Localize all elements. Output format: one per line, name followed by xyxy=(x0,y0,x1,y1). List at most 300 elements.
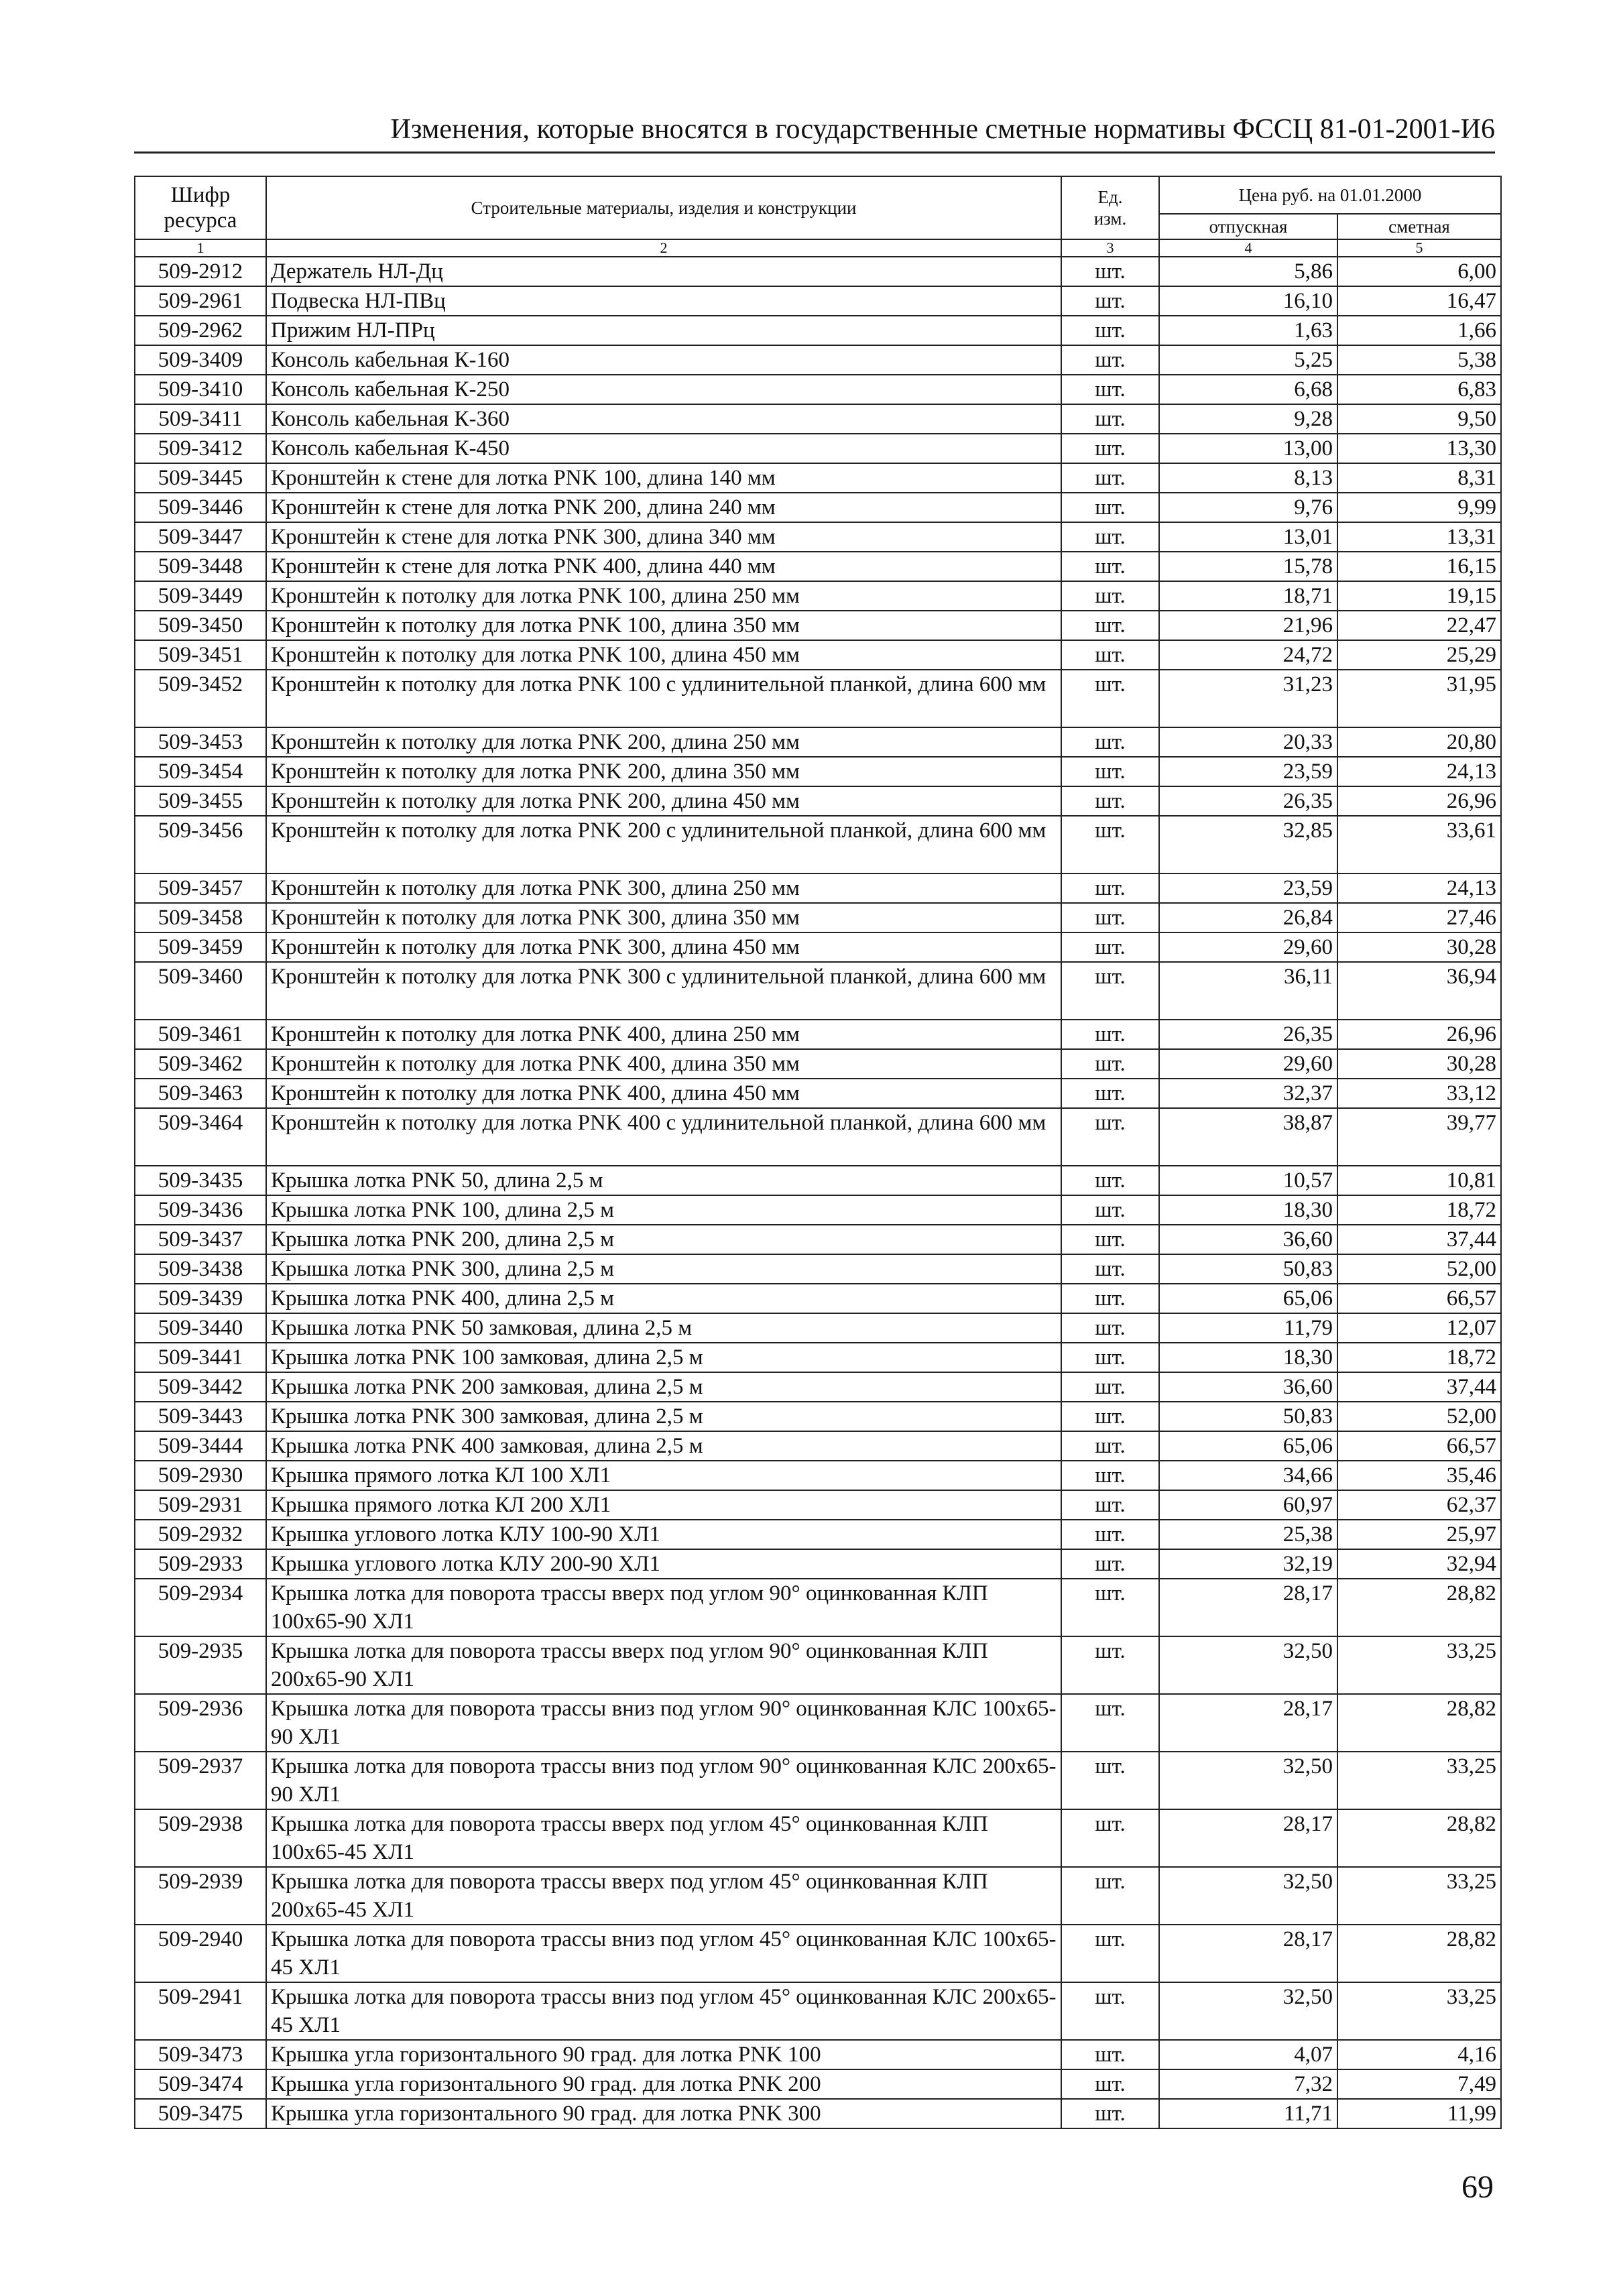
resource-code-cell: 509-3443 xyxy=(135,1402,266,1431)
resource-code-cell: 509-3435 xyxy=(135,1166,266,1195)
material-name-cell: Крышка лотка PNK 200, длина 2,5 м xyxy=(266,1225,1061,1254)
material-name-cell: Крышка лотка PNK 400 замковая, длина 2,5 м xyxy=(266,1431,1061,1461)
unit-cell: шт. xyxy=(1061,1752,1159,1809)
release-price-cell: 1,63 xyxy=(1159,316,1337,345)
material-name-cell: Крышка прямого лотка КЛ 200 ХЛ1 xyxy=(266,1490,1061,1520)
estimate-price-cell: 6,00 xyxy=(1337,257,1501,286)
release-price-cell: 21,96 xyxy=(1159,611,1337,640)
header-col-number: 1 xyxy=(135,239,266,257)
table-row xyxy=(135,640,1501,670)
resource-code-cell: 509-2931 xyxy=(135,1490,266,1520)
header-col-number: 2 xyxy=(266,239,1061,257)
material-name-cell: Крышка прямого лотка КЛ 100 ХЛ1 xyxy=(266,1461,1061,1490)
material-name-cell: Крышка угла горизонтального 90 град. для лотка PNK 100 xyxy=(266,2040,1061,2069)
table-row xyxy=(135,2040,1501,2069)
estimate-price-cell: 19,15 xyxy=(1337,581,1501,611)
resource-code-cell: 509-2962 xyxy=(135,316,266,345)
release-price-cell: 18,71 xyxy=(1159,581,1337,611)
material-name-cell: Крышка лотка для поворота трассы вниз под углом 45° оцинкованная КЛС 200х65-45 ХЛ1 xyxy=(266,1982,1061,2040)
table-row xyxy=(135,1313,1501,1343)
release-price-cell: 32,50 xyxy=(1159,1752,1337,1809)
table-header xyxy=(135,176,1501,257)
table-row xyxy=(135,2069,1501,2099)
table-row xyxy=(135,727,1501,757)
release-price-cell: 18,30 xyxy=(1159,1343,1337,1372)
table-row xyxy=(135,404,1501,434)
resource-code-cell: 509-2939 xyxy=(135,1867,266,1925)
estimate-price-cell: 25,29 xyxy=(1337,640,1501,670)
table-row xyxy=(135,962,1501,1020)
release-price-cell: 28,17 xyxy=(1159,1579,1337,1636)
unit-cell: шт. xyxy=(1061,727,1159,757)
release-price-cell: 26,35 xyxy=(1159,786,1337,816)
estimate-price-cell: 8,31 xyxy=(1337,463,1501,493)
release-price-cell: 32,19 xyxy=(1159,1549,1337,1579)
table-row xyxy=(135,463,1501,493)
resource-code-cell: 509-3462 xyxy=(135,1049,266,1079)
release-price-cell: 50,83 xyxy=(1159,1402,1337,1431)
estimate-price-cell: 27,46 xyxy=(1337,903,1501,932)
material-name-cell: Кронштейн к потолку для лотка PNK 200, длина 350 мм xyxy=(266,757,1061,786)
page-number: 69 xyxy=(1461,2169,1494,2205)
estimate-price-cell: 18,72 xyxy=(1337,1195,1501,1225)
table-row xyxy=(135,1166,1501,1195)
material-name-cell: Подвеска НЛ-ПВц xyxy=(266,286,1061,316)
unit-cell: шт. xyxy=(1061,257,1159,286)
resource-code-cell: 509-3437 xyxy=(135,1225,266,1254)
material-name-cell: Прижим НЛ-ПРц xyxy=(266,316,1061,345)
estimate-price-cell: 26,96 xyxy=(1337,1020,1501,1049)
unit-cell: шт. xyxy=(1061,1520,1159,1549)
release-price-cell: 6,68 xyxy=(1159,375,1337,404)
release-price-cell: 36,60 xyxy=(1159,1372,1337,1402)
resource-code-cell: 509-3458 xyxy=(135,903,266,932)
material-name-cell: Крышка лотка для поворота трассы вверх под углом 90° оцинкованная КЛП 100х65-90 ХЛ1 xyxy=(266,1579,1061,1636)
release-price-cell: 31,23 xyxy=(1159,670,1337,727)
material-name-cell: Кронштейн к потолку для лотка PNK 200 с удлинительной планкой, длина 600 мм xyxy=(266,816,1061,873)
estimate-price-cell: 24,13 xyxy=(1337,873,1501,903)
release-price-cell: 32,85 xyxy=(1159,816,1337,873)
release-price-cell: 7,32 xyxy=(1159,2069,1337,2099)
release-price-cell: 60,97 xyxy=(1159,1490,1337,1520)
unit-cell: шт. xyxy=(1061,1982,1159,2040)
material-name-cell: Крышка угла горизонтального 90 град. для лотка PNK 300 xyxy=(266,2099,1061,2128)
estimate-price-cell: 18,72 xyxy=(1337,1343,1501,1372)
material-name-cell: Держатель НЛ-Дц xyxy=(266,257,1061,286)
release-price-cell: 32,50 xyxy=(1159,1982,1337,2040)
estimate-price-cell: 22,47 xyxy=(1337,611,1501,640)
table-row xyxy=(135,1195,1501,1225)
resource-code-cell: 509-3454 xyxy=(135,757,266,786)
table-row xyxy=(135,1579,1501,1636)
unit-cell: шт. xyxy=(1061,1049,1159,1079)
unit-cell: шт. xyxy=(1061,1313,1159,1343)
release-price-cell: 29,60 xyxy=(1159,1049,1337,1079)
unit-cell: шт. xyxy=(1061,1579,1159,1636)
table-row xyxy=(135,1284,1501,1313)
resource-code-cell: 509-3436 xyxy=(135,1195,266,1225)
table-row xyxy=(135,1809,1501,1867)
unit-cell: шт. xyxy=(1061,1372,1159,1402)
release-price-cell: 32,50 xyxy=(1159,1636,1337,1694)
material-name-cell: Кронштейн к потолку для лотка PNK 300 с удлинительной планкой, длина 600 мм xyxy=(266,962,1061,1020)
material-name-cell: Крышка лотка для поворота трассы вверх под углом 45° оцинкованная КЛП 200х65-45 ХЛ1 xyxy=(266,1867,1061,1925)
table-row xyxy=(135,1049,1501,1079)
release-price-cell: 10,57 xyxy=(1159,1166,1337,1195)
table-row xyxy=(135,1020,1501,1049)
resource-code-cell: 509-3442 xyxy=(135,1372,266,1402)
estimate-price-cell: 32,94 xyxy=(1337,1549,1501,1579)
table-row xyxy=(135,493,1501,522)
release-price-cell: 32,37 xyxy=(1159,1079,1337,1108)
material-name-cell: Кронштейн к потолку для лотка PNK 100, длина 450 мм xyxy=(266,640,1061,670)
resource-code-cell: 509-3455 xyxy=(135,786,266,816)
material-name-cell: Крышка лотка для поворота трассы вверх под углом 90° оцинкованная КЛП 200х65-90 ХЛ1 xyxy=(266,1636,1061,1694)
table-row xyxy=(135,816,1501,873)
resource-code-cell: 509-3475 xyxy=(135,2099,266,2128)
material-name-cell: Кронштейн к потолку для лотка PNK 400, длина 450 мм xyxy=(266,1079,1061,1108)
resource-code-cell: 509-3450 xyxy=(135,611,266,640)
release-price-cell: 4,07 xyxy=(1159,2040,1337,2069)
release-price-cell: 5,86 xyxy=(1159,257,1337,286)
estimate-price-cell: 33,61 xyxy=(1337,816,1501,873)
release-price-cell: 25,38 xyxy=(1159,1520,1337,1549)
resource-code-cell: 509-3446 xyxy=(135,493,266,522)
unit-cell: шт. xyxy=(1061,611,1159,640)
resource-code-cell: 509-3447 xyxy=(135,522,266,552)
unit-cell: шт. xyxy=(1061,1431,1159,1461)
release-price-cell: 11,79 xyxy=(1159,1313,1337,1343)
unit-cell: шт. xyxy=(1061,1636,1159,1694)
material-name-cell: Консоль кабельная К-450 xyxy=(266,434,1061,463)
material-name-cell: Крышка лотка PNK 400, длина 2,5 м xyxy=(266,1284,1061,1313)
material-name-cell: Консоль кабельная К-160 xyxy=(266,345,1061,375)
material-name-cell: Крышка лотка PNK 50 замковая, длина 2,5 м xyxy=(266,1313,1061,1343)
material-name-cell: Консоль кабельная К-250 xyxy=(266,375,1061,404)
unit-cell: шт. xyxy=(1061,962,1159,1020)
material-name-cell: Крышка лотка PNK 100, длина 2,5 м xyxy=(266,1195,1061,1225)
table-row xyxy=(135,434,1501,463)
estimate-price-cell: 33,12 xyxy=(1337,1079,1501,1108)
unit-cell: шт. xyxy=(1061,903,1159,932)
material-name-cell: Крышка углового лотка КЛУ 100-90 ХЛ1 xyxy=(266,1520,1061,1549)
resource-code-cell: 509-2912 xyxy=(135,257,266,286)
table-row xyxy=(135,1108,1501,1166)
table-row xyxy=(135,1636,1501,1694)
unit-cell: шт. xyxy=(1061,1549,1159,1579)
resource-code-cell: 509-3445 xyxy=(135,463,266,493)
estimate-price-cell: 5,38 xyxy=(1337,345,1501,375)
table-row xyxy=(135,2099,1501,2128)
material-name-cell: Кронштейн к потолку для лотка PNK 200, длина 250 мм xyxy=(266,727,1061,757)
release-price-cell: 18,30 xyxy=(1159,1195,1337,1225)
material-name-cell: Кронштейн к стене для лотка PNK 300, длина 340 мм xyxy=(266,522,1061,552)
header-unit-line1: Ед. xyxy=(1097,187,1123,207)
release-price-cell: 9,28 xyxy=(1159,404,1337,434)
table-row xyxy=(135,670,1501,727)
header-price-group: Цена руб. на 01.01.2000 xyxy=(1159,176,1501,214)
estimate-price-cell: 10,81 xyxy=(1337,1166,1501,1195)
resource-code-cell: 509-3441 xyxy=(135,1343,266,1372)
resource-code-cell: 509-3452 xyxy=(135,670,266,727)
unit-cell: шт. xyxy=(1061,1925,1159,1982)
header-code-line1: Шифр xyxy=(170,183,231,207)
material-name-cell: Кронштейн к потолку для лотка PNK 300, длина 250 мм xyxy=(266,873,1061,903)
unit-cell: шт. xyxy=(1061,757,1159,786)
unit-cell: шт. xyxy=(1061,1079,1159,1108)
estimate-price-cell: 6,83 xyxy=(1337,375,1501,404)
resource-code-cell: 509-2936 xyxy=(135,1694,266,1752)
resource-code-cell: 509-3473 xyxy=(135,2040,266,2069)
table-row xyxy=(135,316,1501,345)
unit-cell: шт. xyxy=(1061,816,1159,873)
table-row xyxy=(135,581,1501,611)
estimate-price-cell: 13,30 xyxy=(1337,434,1501,463)
resource-code-cell: 509-2941 xyxy=(135,1982,266,2040)
material-name-cell: Кронштейн к потолку для лотка PNK 100 с удлинительной планкой, длина 600 мм xyxy=(266,670,1061,727)
unit-cell: шт. xyxy=(1061,1490,1159,1520)
table-row xyxy=(135,1867,1501,1925)
resource-code-cell: 509-3438 xyxy=(135,1254,266,1284)
release-price-cell: 28,17 xyxy=(1159,1694,1337,1752)
estimate-price-cell: 9,50 xyxy=(1337,404,1501,434)
page-header-title: Изменения, которые вносятся в государственные сметные нормативы ФССЦ 81-01-2001-И6 xyxy=(390,114,1495,145)
estimate-price-cell: 66,57 xyxy=(1337,1431,1501,1461)
material-name-cell: Кронштейн к потолку для лотка PNK 300, длина 350 мм xyxy=(266,903,1061,932)
header-estimate-price: сметная xyxy=(1337,214,1501,239)
material-name-cell: Кронштейн к потолку для лотка PNK 400, длина 250 мм xyxy=(266,1020,1061,1049)
estimate-price-cell: 39,77 xyxy=(1337,1108,1501,1166)
unit-cell: шт. xyxy=(1061,1809,1159,1867)
resource-code-cell: 509-3461 xyxy=(135,1020,266,1049)
release-price-cell: 26,35 xyxy=(1159,1020,1337,1049)
unit-cell: шт. xyxy=(1061,1225,1159,1254)
resource-code-cell: 509-3457 xyxy=(135,873,266,903)
table-row xyxy=(135,1752,1501,1809)
material-name-cell: Крышка лотка для поворота трассы вниз под углом 90° оцинкованная КЛС 200х65-90 ХЛ1 xyxy=(266,1752,1061,1809)
resource-code-cell: 509-3412 xyxy=(135,434,266,463)
material-name-cell: Консоль кабельная К-360 xyxy=(266,404,1061,434)
unit-cell: шт. xyxy=(1061,932,1159,962)
unit-cell: шт. xyxy=(1061,552,1159,581)
table-row xyxy=(135,757,1501,786)
table-row xyxy=(135,1520,1501,1549)
material-name-cell: Крышка лотка PNK 200 замковая, длина 2,5 м xyxy=(266,1372,1061,1402)
estimate-price-cell: 28,82 xyxy=(1337,1579,1501,1636)
header-unit xyxy=(1061,176,1159,239)
unit-cell: шт. xyxy=(1061,670,1159,727)
estimate-price-cell: 1,66 xyxy=(1337,316,1501,345)
release-price-cell: 11,71 xyxy=(1159,2099,1337,2128)
header-unit-line2: изм. xyxy=(1093,208,1127,229)
resource-code-cell: 509-2934 xyxy=(135,1579,266,1636)
table-row xyxy=(135,903,1501,932)
resource-code-cell: 509-2935 xyxy=(135,1636,266,1694)
header-code xyxy=(135,176,266,239)
release-price-cell: 28,17 xyxy=(1159,1925,1337,1982)
unit-cell: шт. xyxy=(1061,493,1159,522)
release-price-cell: 50,83 xyxy=(1159,1254,1337,1284)
release-price-cell: 24,72 xyxy=(1159,640,1337,670)
unit-cell: шт. xyxy=(1061,404,1159,434)
header-code-line2: ресурса xyxy=(164,208,237,233)
table-row xyxy=(135,286,1501,316)
unit-cell: шт. xyxy=(1061,375,1159,404)
estimate-price-cell: 33,25 xyxy=(1337,1867,1501,1925)
release-price-cell: 16,10 xyxy=(1159,286,1337,316)
estimate-price-cell: 37,44 xyxy=(1337,1372,1501,1402)
header-col-number: 4 xyxy=(1159,239,1337,257)
release-price-cell: 65,06 xyxy=(1159,1284,1337,1313)
resource-code-cell: 509-3459 xyxy=(135,932,266,962)
resource-code-cell: 509-3451 xyxy=(135,640,266,670)
material-name-cell: Кронштейн к потолку для лотка PNK 300, длина 450 мм xyxy=(266,932,1061,962)
estimate-price-cell: 24,13 xyxy=(1337,757,1501,786)
estimate-price-cell: 35,46 xyxy=(1337,1461,1501,1490)
estimate-price-cell: 16,47 xyxy=(1337,286,1501,316)
resource-code-cell: 509-3460 xyxy=(135,962,266,1020)
resource-code-cell: 509-2940 xyxy=(135,1925,266,1982)
unit-cell: шт. xyxy=(1061,1343,1159,1372)
table-row xyxy=(135,375,1501,404)
estimate-price-cell: 37,44 xyxy=(1337,1225,1501,1254)
release-price-cell: 36,11 xyxy=(1159,962,1337,1020)
release-price-cell: 23,59 xyxy=(1159,757,1337,786)
estimate-price-cell: 30,28 xyxy=(1337,932,1501,962)
table-row xyxy=(135,1982,1501,2040)
table-row xyxy=(135,1431,1501,1461)
estimate-price-cell: 20,80 xyxy=(1337,727,1501,757)
material-name-cell: Кронштейн к потолку для лотка PNK 400 с удлинительной планкой, длина 600 мм xyxy=(266,1108,1061,1166)
release-price-cell: 28,17 xyxy=(1159,1809,1337,1867)
estimate-price-cell: 13,31 xyxy=(1337,522,1501,552)
estimate-price-cell: 33,25 xyxy=(1337,1982,1501,2040)
resource-code-cell: 509-2937 xyxy=(135,1752,266,1809)
estimate-price-cell: 62,37 xyxy=(1337,1490,1501,1520)
materials-price-table xyxy=(134,176,1502,2129)
table-row xyxy=(135,1925,1501,1982)
unit-cell: шт. xyxy=(1061,286,1159,316)
release-price-cell: 15,78 xyxy=(1159,552,1337,581)
estimate-price-cell: 31,95 xyxy=(1337,670,1501,727)
header-col-number: 5 xyxy=(1337,239,1501,257)
table-row xyxy=(135,611,1501,640)
material-name-cell: Крышка лотка PNK 300, длина 2,5 м xyxy=(266,1254,1061,1284)
unit-cell: шт. xyxy=(1061,1867,1159,1925)
estimate-price-cell: 26,96 xyxy=(1337,786,1501,816)
unit-cell: шт. xyxy=(1061,522,1159,552)
release-price-cell: 5,25 xyxy=(1159,345,1337,375)
material-name-cell: Крышка лотка для поворота трассы вверх под углом 45° оцинкованная КЛП 100х65-45 ХЛ1 xyxy=(266,1809,1061,1867)
material-name-cell: Кронштейн к стене для лотка PNK 400, длина 440 мм xyxy=(266,552,1061,581)
unit-cell: шт. xyxy=(1061,1108,1159,1166)
header-divider xyxy=(134,152,1495,154)
unit-cell: шт. xyxy=(1061,1195,1159,1225)
material-name-cell: Крышка лотка PNK 100 замковая, длина 2,5 м xyxy=(266,1343,1061,1372)
header-col-number: 3 xyxy=(1061,239,1159,257)
resource-code-cell: 509-3463 xyxy=(135,1079,266,1108)
header-release-price: отпускная xyxy=(1159,214,1337,239)
estimate-price-cell: 16,15 xyxy=(1337,552,1501,581)
resource-code-cell: 509-3444 xyxy=(135,1431,266,1461)
estimate-price-cell: 4,16 xyxy=(1337,2040,1501,2069)
estimate-price-cell: 33,25 xyxy=(1337,1752,1501,1809)
estimate-price-cell: 11,99 xyxy=(1337,2099,1501,2128)
unit-cell: шт. xyxy=(1061,1402,1159,1431)
resource-code-cell: 509-2932 xyxy=(135,1520,266,1549)
unit-cell: шт. xyxy=(1061,2069,1159,2099)
resource-code-cell: 509-3439 xyxy=(135,1284,266,1313)
estimate-price-cell: 9,99 xyxy=(1337,493,1501,522)
estimate-price-cell: 12,07 xyxy=(1337,1313,1501,1343)
resource-code-cell: 509-3448 xyxy=(135,552,266,581)
release-price-cell: 32,50 xyxy=(1159,1867,1337,1925)
unit-cell: шт. xyxy=(1061,1284,1159,1313)
table-row xyxy=(135,1461,1501,1490)
estimate-price-cell: 30,28 xyxy=(1337,1049,1501,1079)
table-row xyxy=(135,1490,1501,1520)
table-row xyxy=(135,1225,1501,1254)
unit-cell: шт. xyxy=(1061,1166,1159,1195)
resource-code-cell: 509-2961 xyxy=(135,286,266,316)
release-price-cell: 36,60 xyxy=(1159,1225,1337,1254)
unit-cell: шт. xyxy=(1061,1254,1159,1284)
material-name-cell: Крышка лотка для поворота трассы вниз под углом 45° оцинкованная КЛС 100х65-45 ХЛ1 xyxy=(266,1925,1061,1982)
estimate-price-cell: 52,00 xyxy=(1337,1402,1501,1431)
release-price-cell: 23,59 xyxy=(1159,873,1337,903)
resource-code-cell: 509-3411 xyxy=(135,404,266,434)
material-name-cell: Кронштейн к потолку для лотка PNK 100, длина 250 мм xyxy=(266,581,1061,611)
estimate-price-cell: 7,49 xyxy=(1337,2069,1501,2099)
table-row xyxy=(135,873,1501,903)
resource-code-cell: 509-3449 xyxy=(135,581,266,611)
material-name-cell: Крышка лотка PNK 300 замковая, длина 2,5 м xyxy=(266,1402,1061,1431)
release-price-cell: 13,00 xyxy=(1159,434,1337,463)
unit-cell: шт. xyxy=(1061,345,1159,375)
release-price-cell: 38,87 xyxy=(1159,1108,1337,1166)
table-row xyxy=(135,1372,1501,1402)
table-row xyxy=(135,786,1501,816)
unit-cell: шт. xyxy=(1061,1461,1159,1490)
release-price-cell: 26,84 xyxy=(1159,903,1337,932)
release-price-cell: 34,66 xyxy=(1159,1461,1337,1490)
unit-cell: шт. xyxy=(1061,581,1159,611)
table-row xyxy=(135,1254,1501,1284)
table-row xyxy=(135,1694,1501,1752)
table-row xyxy=(135,345,1501,375)
table-row xyxy=(135,552,1501,581)
table-row xyxy=(135,932,1501,962)
resource-code-cell: 509-3456 xyxy=(135,816,266,873)
release-price-cell: 13,01 xyxy=(1159,522,1337,552)
estimate-price-cell: 28,82 xyxy=(1337,1694,1501,1752)
table-row xyxy=(135,1343,1501,1372)
resource-code-cell: 509-2933 xyxy=(135,1549,266,1579)
resource-code-cell: 509-3474 xyxy=(135,2069,266,2099)
unit-cell: шт. xyxy=(1061,1694,1159,1752)
estimate-price-cell: 25,97 xyxy=(1337,1520,1501,1549)
header-name: Строительные материалы, изделия и конструкции xyxy=(266,176,1061,239)
table-body xyxy=(135,257,1501,2128)
material-name-cell: Кронштейн к стене для лотка PNK 200, длина 240 мм xyxy=(266,493,1061,522)
unit-cell: шт. xyxy=(1061,2099,1159,2128)
unit-cell: шт. xyxy=(1061,2040,1159,2069)
material-name-cell: Кронштейн к стене для лотка PNK 100, длина 140 мм xyxy=(266,463,1061,493)
estimate-price-cell: 28,82 xyxy=(1337,1925,1501,1982)
unit-cell: шт. xyxy=(1061,640,1159,670)
release-price-cell: 9,76 xyxy=(1159,493,1337,522)
resource-code-cell: 509-3453 xyxy=(135,727,266,757)
